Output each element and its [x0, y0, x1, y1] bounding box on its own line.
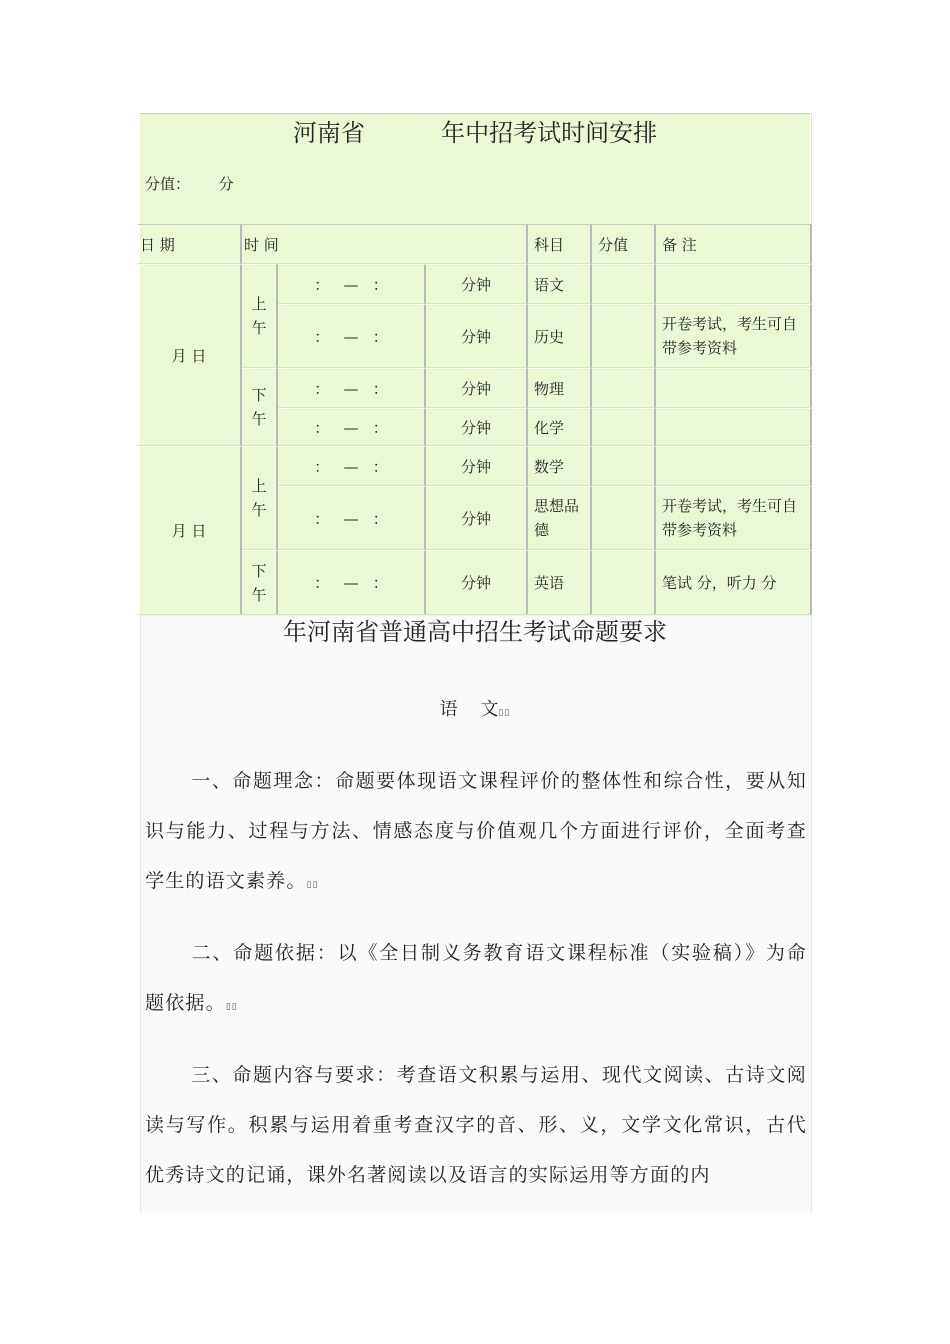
schedule-table	[138, 224, 812, 615]
half-day-label: 上午	[242, 264, 278, 368]
exam-date: 月 日	[138, 264, 242, 446]
half-day-label: 下午	[242, 368, 278, 446]
subject-cell: 数学	[528, 446, 592, 486]
requirements-title: 年河南省普通高中招生考试命题要求	[283, 618, 667, 646]
time-range: ： — ：	[278, 304, 426, 368]
header-date: 日 期	[138, 224, 242, 264]
time-range: ： — ：	[278, 550, 426, 615]
score-cell	[592, 304, 656, 368]
duration: 分钟	[426, 550, 528, 615]
note-cell	[656, 408, 812, 446]
note-cell	[656, 264, 812, 304]
subject-cell: 化学	[528, 408, 592, 446]
score-cell	[592, 486, 656, 550]
score-cell	[592, 264, 656, 304]
half-day-label: 上午	[242, 446, 278, 550]
time-range: ： — ：	[278, 408, 426, 446]
paragraph: 二、命题依据：以《全日制义务教育语文课程标准（实验稿）》为命题依据。▯▯	[145, 942, 807, 1014]
time-range: ： — ：	[278, 264, 426, 304]
marker: ▯▯	[498, 708, 511, 718]
header-note: 备 注	[656, 224, 812, 264]
header-time: 时 间	[242, 224, 528, 264]
note-cell: 开卷考试，考生可自带参考资料	[656, 486, 812, 550]
schedule-title: 河南省 年中招考试时间安排	[292, 119, 658, 147]
exam-date: 月 日	[138, 446, 242, 615]
time-range: ： — ：	[278, 446, 426, 486]
note-cell	[656, 368, 812, 408]
score-cell	[592, 446, 656, 486]
half-day-label: 下午	[242, 550, 278, 615]
duration: 分钟	[426, 264, 528, 304]
table-row	[138, 264, 812, 304]
marker: ▯▯	[306, 880, 319, 890]
subject-cell: 语文	[528, 264, 592, 304]
score-cell	[592, 550, 656, 615]
table-row	[138, 446, 812, 486]
subject-cell: 英语	[528, 550, 592, 615]
duration: 分钟	[426, 368, 528, 408]
duration: 分钟	[426, 408, 528, 446]
duration: 分钟	[426, 304, 528, 368]
score-cell	[592, 408, 656, 446]
header-score: 分值	[592, 224, 656, 264]
score-cell	[592, 368, 656, 408]
subject-cell: 物理	[528, 368, 592, 408]
time-range: ： — ：	[278, 486, 426, 550]
header-row	[138, 224, 812, 264]
time-range: ： — ：	[278, 368, 426, 408]
score-line: 分值： 分	[145, 175, 234, 193]
duration: 分钟	[426, 446, 528, 486]
marker: ▯▯	[225, 1002, 238, 1012]
note-cell	[656, 446, 812, 486]
note-cell: 笔试 分，听力 分	[656, 550, 812, 615]
paragraph: 三、命题内容与要求：考查语文积累与运用、现代文阅读、古诗文阅读与写作。积累与运用着重考查汉字的音、形、义，文学文化常识，古代优秀诗文的记诵，课外名著阅读以及语言的实际运用等方面的内	[145, 1064, 807, 1186]
duration: 分钟	[426, 486, 528, 550]
note-cell: 开卷考试，考生可自带参考资料	[656, 304, 812, 368]
header-subject: 科目	[528, 224, 592, 264]
subject-cell: 思想品德	[528, 486, 592, 550]
subject-heading: 语 文▯▯	[439, 699, 511, 720]
subject-cell: 历史	[528, 304, 592, 368]
paragraph: 一、命题理念：命题要体现语文课程评价的整体性和综合性，要从知识与能力、过程与方法、情感态度与价值观几个方面进行评价，全面考查学生的语文素养。▯▯	[145, 770, 807, 892]
